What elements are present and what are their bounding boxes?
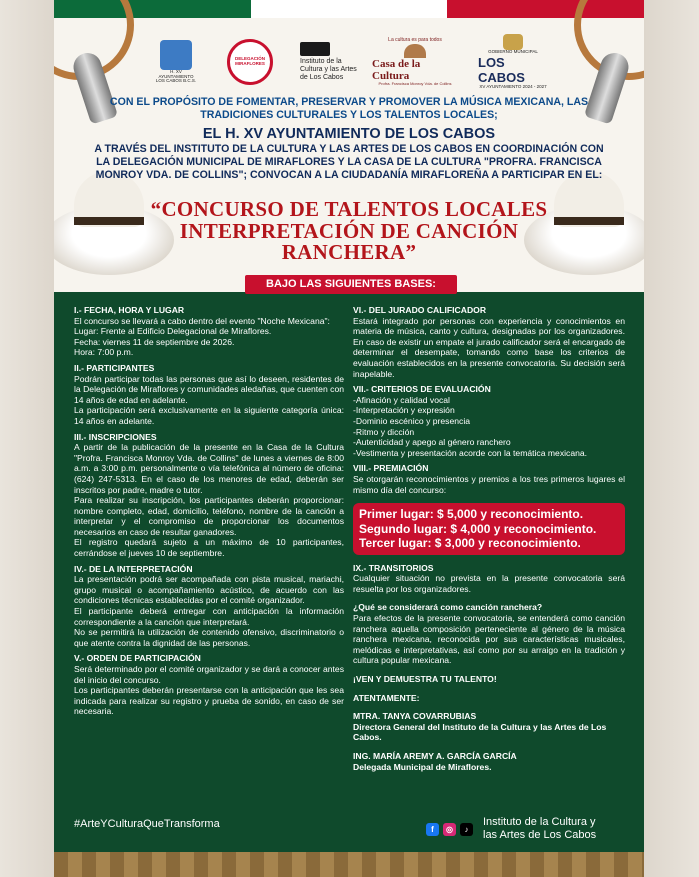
paragraph: Para realizar su inscripción, los participantes deberán proporcionar: nombre completo, edad, domicilio, teléfono, nombre de la canción a interpretar y el compromiso de proporcionar los documentos necesarios en caso de resultar ganadores. xyxy=(74,495,344,537)
section-heading: III.- INSCRIPCIONES xyxy=(74,431,157,442)
list-item: -Interpretación y expresión xyxy=(353,405,455,416)
paragraph: Fecha: viernes 11 de septiembre de 2026. xyxy=(74,336,235,347)
paragraph: La presentación podrá ser acompañada con pista musical, mariachi, grupo musical o acompañamiento acústico, de acuerdo con las condiciones técnicas establecidas por el comité organizador. xyxy=(74,574,344,606)
purpose-text: CON EL PROPÓSITO DE FOMENTAR, PRESERVAR Y PROMOVER LA MÚSICA MEXICANA, LAS TRADICIONES CULTURALES Y LOS TALENTOS LOCALES; xyxy=(109,96,589,121)
bases-label: BAJO LAS SIGUIENTES BASES: xyxy=(245,275,457,294)
paragraph: Hora: 7:00 p.m. xyxy=(74,347,134,358)
paragraph: El concurso se llevará a cabo dentro del evento "Noche Mexicana": xyxy=(74,315,330,326)
casa-cultura-logo: La cultura es para todos Casa de la Cultura Profra. Francisca Monroy Vda. de Collins xyxy=(372,37,452,86)
prize-box xyxy=(353,503,625,555)
tiktok-icon[interactable]: ♪ xyxy=(460,823,473,836)
instagram-icon[interactable]: ◎ xyxy=(443,823,456,836)
criteria-list xyxy=(353,395,625,459)
paragraph: Será determinado por el comité organizador y se dará a conocer antes del inicio del concurso. xyxy=(74,664,344,685)
sign-off: ATENTAMENTE: xyxy=(353,692,420,703)
prize-second: Segundo lugar: $ 4,000 y reconocimiento. xyxy=(359,521,597,536)
paragraph: Estará integrado por personas con experiencia y conocimientos en materia de música, canto y cultura, designadas por los organizadores. En caso de existir un empate el jurado calificador será el encargado de determinar el desempate, tomando como base los criterios de evaluación establecidos en la presente convocatoria. Su decisión será inapelable. xyxy=(353,315,625,379)
list-item: -Autenticidad y apego al género ranchero xyxy=(353,437,511,448)
org-name-line1: Instituto de la Cultura y xyxy=(483,816,596,828)
section-heading: IX.- TRANSITORIOS xyxy=(353,562,434,573)
prize-third: Tercer lugar: $ 3,000 y reconocimiento. xyxy=(359,536,581,551)
contest-title: “CONCURSO DE TALENTOS LOCALES INTERPRETACIÓN DE CANCIÓN RANCHERA” xyxy=(150,197,548,264)
paragraph: La participación será exclusivamente en la siguiente categoría única: 14 años en adelante. xyxy=(74,405,344,426)
intro xyxy=(94,96,604,182)
section-heading: V.- ORDEN DE PARTICIPACIÓN xyxy=(74,653,201,664)
los-cabos-logo: GOBIERNO MUNICIPAL LOS CABOS XV AYUNTAMIENTO 2024 - 2027 xyxy=(478,34,548,90)
miraflores-logo: DELEGACIÓN MIRAFLORES xyxy=(224,34,276,90)
section-heading: VI.- DEL JURADO CALIFICADOR xyxy=(353,305,487,315)
signatory-role: Directora General del Instituto de la Cultura y las Artes de Los Cabos. xyxy=(353,721,607,743)
list-item: -Afinación y calidad vocal xyxy=(353,394,450,405)
decorative-band xyxy=(54,852,644,877)
paragraph: No se permitirá la utilización de contenido ofensivo, discriminatorio o que atente contra la dignidad de las personas. xyxy=(74,627,344,648)
poster xyxy=(54,0,644,877)
paragraph: A partir de la publicación de la presente en la Casa de la Cultura "Profra. Francisca Monroy Vda. de Collins" de lunes a viernes de 8:00 a.m. a 3:00 p.m. personalmente o vía telefónica al número de oficina: (624) 247-5313. En el caso de los menores de edad, deberán ser inscritos por padre, madre o tutor. xyxy=(74,442,344,495)
left-column xyxy=(74,300,344,717)
section-heading: IV.- DE LA INTERPRETACIÓN xyxy=(74,563,193,574)
section-heading: II.- PARTICIPANTES xyxy=(74,362,155,373)
list-item: -Ritmo y dicción xyxy=(353,426,415,437)
paragraph: Lugar: Frente al Edificio Delegacional de Miraflores. xyxy=(74,326,272,337)
section-heading: I.- FECHA, HORA Y LUGAR xyxy=(74,305,185,315)
signatory-role: Delegada Municipal de Miraflores. xyxy=(353,761,492,772)
paragraph: Cualquier situación no prevista en la presente convocatoria será resuelta por los organizadores. xyxy=(353,573,625,594)
paragraph: Se otorgarán reconocimientos y premios a los tres primeros lugares el mismo día del concurso: xyxy=(353,473,625,495)
list-item: -Vestimenta y presentación acorde con la temática mexicana. xyxy=(353,447,588,458)
poster-header xyxy=(54,0,644,292)
org-name-line2: las Artes de Los Cabos xyxy=(483,829,597,841)
prize-first: Primer lugar: $ 5,000 y reconocimiento. xyxy=(359,507,584,522)
flag-stripe xyxy=(54,0,644,18)
signatory-name: MTRA. TANYA COVARRUBIAS xyxy=(353,711,477,722)
right-margin xyxy=(644,0,699,877)
paragraph: Para efectos de la presente convocatoria, se entenderá como canción ranchera aquella composición perteneciente al género de la música ranchera mexicana, reconocida por sus características musicales, melódicas e interpretativas, así como por su arraigo en la tradición y cultura popular mexicana. xyxy=(353,612,625,666)
convocation-text: A TRAVÉS DEL INSTITUTO DE LA CULTURA Y LAS ARTES DE LOS CABOS EN COORDINACIÓN CON LA DELEGACIÓN MUNICIPAL DE MIRAFLORES Y LA CASA DE LA CULTURA "PROFRA. FRANCISCA MONROY VDA. DE COLLINS"; CONVOCAN A LA CIUDADANÍA MIRAFLOREÑA A PARTICIPAR EN EL: xyxy=(94,143,604,181)
paragraph: Podrán participar todas las personas que así lo deseen, residentes de la Delegación de Miraflores y comunidades aledañas, que cuenten con 14 años de edad en adelante. xyxy=(74,373,344,405)
hashtag: #ArteYCulturaQueTransforma xyxy=(74,818,220,830)
footer-org xyxy=(426,816,596,842)
ayuntamiento-heading: EL H. XV AYUNTAMIENTO DE LOS CABOS xyxy=(202,126,496,142)
section-heading: ¿Qué se considerará como canción ranchera? xyxy=(353,602,543,613)
section-heading: VII.- CRITERIOS DE EVALUACIÓN xyxy=(353,384,491,395)
paragraph: El registro quedará sujeto a un máximo de 10 participantes, cerrándose el jueves 10 de septiembre. xyxy=(74,537,344,559)
section-heading: VIII.- PREMIACIÓN xyxy=(353,463,429,474)
paragraph: Los participantes deberán presentarse con la anticipación que les sea indicada para realizar su registro y prueba de sonido, en caso de ser necesaria. xyxy=(74,685,344,717)
ayuntamiento-logo: H. XV AYUNTAMIENTO LOS CABOS B.C.S. xyxy=(154,34,198,90)
list-item: -Dominio escénico y presencia xyxy=(353,415,471,426)
call-to-action: ¡VEN Y DEMUESTRA TU TALENTO! xyxy=(353,673,497,684)
facebook-icon[interactable]: f xyxy=(426,823,439,836)
right-column xyxy=(353,300,625,772)
paragraph: El participante deberá entregar con anticipación la información correspondiente a la canción que interpretará. xyxy=(74,606,344,627)
left-margin xyxy=(0,0,54,877)
instituto-cultura-logo: Instituto de la Cultura y las Artes de Los Cabos xyxy=(300,34,358,90)
logo-row xyxy=(150,34,550,94)
signatory-name: ING. MARÍA AREMY A. GARCÍA GARCÍA xyxy=(353,750,517,761)
